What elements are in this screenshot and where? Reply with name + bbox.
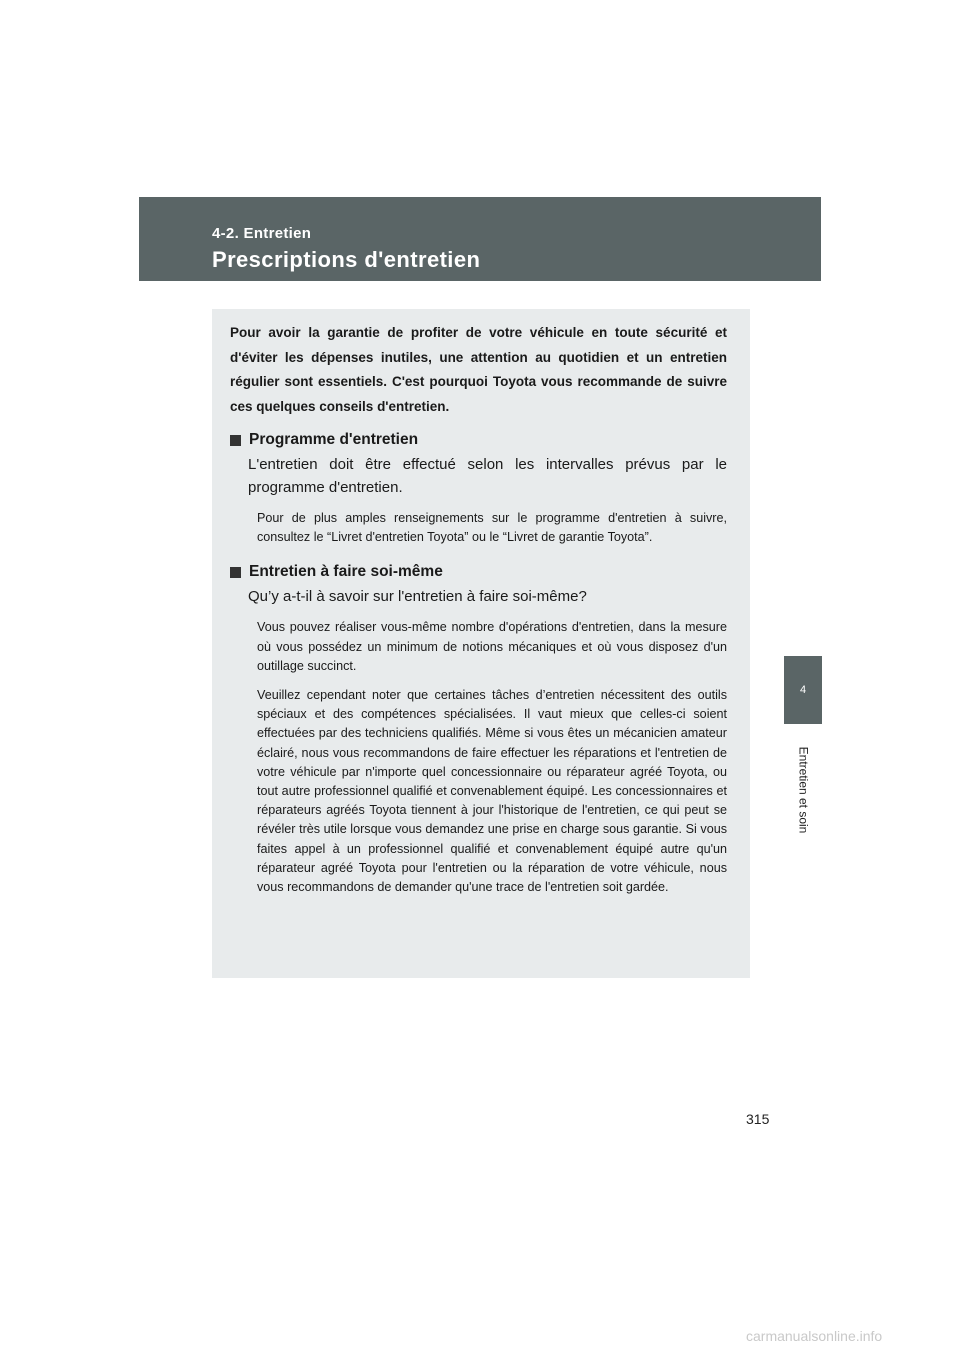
chapter-tab-number: 4: [799, 684, 807, 696]
chapter-tab-label-text: Entretien et soin: [796, 746, 810, 834]
chapter-tab-label: [776, 740, 830, 840]
section-heading: [230, 561, 727, 583]
chapter-header: [139, 197, 821, 281]
square-bullet-icon: [230, 435, 241, 446]
page-title: Prescriptions d'entretien: [212, 247, 481, 272]
watermark: carmanualsonline.info: [746, 1328, 883, 1344]
section-maintenance-schedule: [230, 429, 727, 547]
section-note: Pour de plus amples renseignements sur le programme d'entretien à suivre, consultez le “Livret d'entretien Toyota” ou le “Livret de garantie Toyota”.: [257, 511, 727, 545]
section-heading-text: Entretien à faire soi-même: [249, 563, 443, 581]
section-subheading: Qu’y a-t-il à savoir sur l'entretien à faire soi-même?: [248, 588, 587, 606]
section-heading-text: Programme d'entretien: [249, 431, 419, 448]
section-note: Veuillez cependant noter que certaines tâches d’entretien nécessitent des outils spéciaux et des compétences spécialisées. Il vaut mieux que celles-ci soient effectuées par des techniciens qualifiés. Même si vous êtes un mécanicien amateur éclairé, nous vous recommandons de faire effectuer les réparations et l'entretien de votre véhicule par n'importe quel concessionnaire ou réparateur agréé Toyota, ou tout autre professionnel qualifié et convenablement équipé. Les concessionnaires et réparateurs agréés Toyota tiennent à jour l'historique de l'entretien, ce qui peut se révéler très utile lorsque vous demandez une prise en charge sous garantie. Si vous faites appel à un professionnel qualifié et convenablement équipé autre qu'un réparateur agréé Toyota pour l'entretien ou la réparation de votre véhicule, nous vous recommandons de demander qu'une trace de l'entretien soit gardée.: [257, 688, 727, 895]
square-bullet-icon: [230, 567, 241, 578]
intro-paragraph: Pour avoir la garantie de profiter de votre véhicule en toute sécurité et d'éviter les dépenses inutiles, une attention au quotidien et un entretien régulier sont essentiels. C'est pourquoi Toyota vous recommande de suivre ces quelques conseils d'entretien.: [230, 325, 727, 414]
section-diy-maintenance: [230, 561, 727, 897]
chapter-tab[interactable]: [784, 656, 822, 724]
page-number: 315: [746, 1111, 770, 1127]
content-box: [212, 309, 750, 978]
section-label: 4-2. Entretien: [212, 225, 312, 242]
section-heading: [230, 429, 727, 451]
section-subheading: L'entretien doit être effectué selon les intervalles prévus par le programme d'entretien.: [248, 456, 727, 496]
section-note: Vous pouvez réaliser vous-même nombre d'opérations d'entretien, dans la mesure où vous possédez un minimum de notions mécaniques et où vous disposez d'un outillage succinct.: [257, 620, 727, 673]
